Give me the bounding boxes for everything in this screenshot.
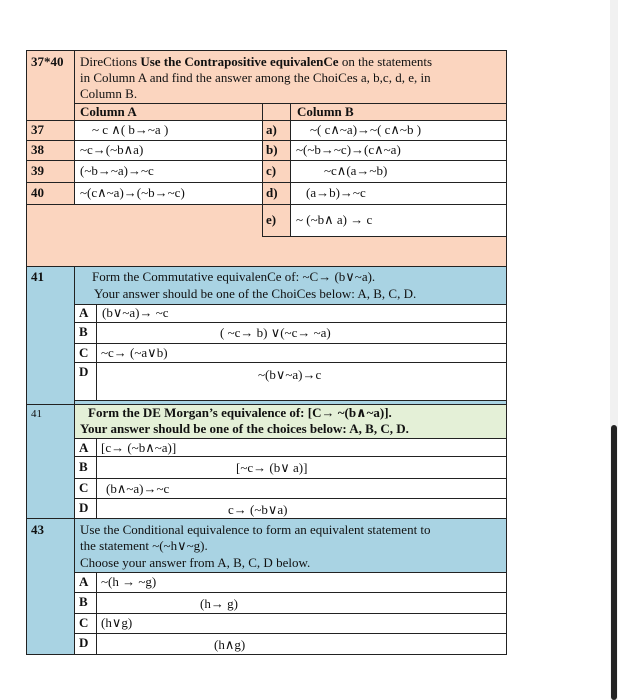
- vertical-scrollbar[interactable]: [610, 0, 618, 700]
- column-a-header: Column A: [80, 104, 137, 119]
- column-b-letter: a): [266, 122, 277, 137]
- option-text: ~(h → ~g): [101, 574, 157, 589]
- option-label: D: [79, 500, 89, 515]
- scrollbar-thumb[interactable]: [611, 425, 617, 700]
- option-label: D: [79, 364, 89, 379]
- option-label: C: [79, 345, 89, 360]
- option-text: ( ~c→ b) ∨(~c→ ~a): [220, 325, 331, 340]
- s1-directions-line1: [80, 54, 432, 70]
- column-a-statement: ~c→(~b∧a): [80, 142, 144, 157]
- row-number: 40: [31, 185, 44, 200]
- column-a-statement: ~ c ∧( b→~a ): [92, 122, 169, 137]
- column-b-header: Column B: [297, 104, 354, 119]
- option-label: C: [79, 615, 89, 630]
- column-b-letter: b): [266, 142, 278, 157]
- column-b-letter: c): [266, 163, 277, 178]
- option-label: C: [79, 480, 89, 495]
- question-number: 41: [31, 269, 44, 284]
- column-b-letter: e): [266, 212, 277, 227]
- s4-question-line3: Choose your answer from A, B, C, D below.: [80, 555, 311, 570]
- s1-directions-prefix: DireCtions: [80, 54, 141, 69]
- option-label: B: [79, 594, 88, 609]
- s3-question-line1: Form the DE Morgan’s equivalence of: [C→ ~(b∧~a)].: [88, 405, 392, 420]
- s4-question-line2: the statement ~(~h∨~g).: [80, 538, 208, 553]
- s2-question-line2: Your answer should be one of the ChoiCes below: A, B, C, D.: [94, 286, 417, 301]
- row-number: 38: [31, 142, 44, 157]
- option-label: B: [79, 324, 88, 339]
- column-a-statement: ~(c∧~a)→(~b→~c): [80, 185, 185, 200]
- column-b-choice: ~c∧(a→~b): [324, 163, 388, 178]
- option-text: [c→ (~b∧~a)]: [101, 440, 177, 455]
- question-number: 41: [31, 408, 42, 420]
- row-number: 37: [31, 122, 44, 137]
- row-number: 39: [31, 163, 44, 178]
- option-text: c→ (~b∨a): [228, 502, 288, 517]
- column-a-statement: (~b→~a)→~c: [80, 163, 154, 178]
- option-label: D: [79, 635, 89, 650]
- s4-question-line1: Use the Conditional equivalence to form an equivalent statement to: [80, 522, 431, 537]
- s1-e-gap-bg: [290, 236, 506, 266]
- column-b-choice: (a→b)→~c: [306, 185, 366, 200]
- s1-directions-bold: Use the Contrapositive equivalenCe: [140, 54, 339, 69]
- option-text: (b∧~a)→~c: [106, 481, 170, 496]
- column-b-choice: ~ (~b∧ a) → c: [296, 212, 373, 227]
- s1-directions-rest: on the statements: [338, 54, 433, 69]
- option-text: ~(b∨~a)→c: [258, 367, 322, 382]
- column-b-choice: ~( c∧~a)→~( c∧~b ): [310, 122, 422, 137]
- option-text: ~c→ (~a∨b): [101, 345, 168, 360]
- column-b-choice: ~(~b→~c)→(c∧~a): [296, 142, 401, 157]
- option-text: (b∨~a)→ ~c: [102, 305, 169, 320]
- option-label: A: [79, 305, 89, 320]
- option-text: (h∨g): [101, 615, 133, 630]
- s1-directions-line3: Column B.: [80, 86, 138, 101]
- option-text: [~c→ (b∨ a)]: [236, 460, 308, 475]
- option-text: (h→ g): [200, 596, 238, 611]
- s2-question-line1: Form the Commutative equivalenCe of: ~C→ (b∨~a).: [92, 269, 376, 284]
- s3-question-line2: Your answer should be one of the choices below: A, B, C, D.: [80, 421, 409, 436]
- s1-range: 37*40: [31, 54, 64, 69]
- option-label: A: [79, 574, 89, 589]
- option-label: A: [79, 440, 89, 455]
- option-label: B: [79, 459, 88, 474]
- option-text: (h∧g): [214, 637, 246, 652]
- s1-directions-line2: in Column A and find the answer among the ChoiCes a, b,c, d, e, in: [80, 70, 431, 85]
- s1-bottom-bg: [26, 204, 290, 266]
- column-b-letter: d): [266, 185, 278, 200]
- question-number: 43: [31, 522, 44, 537]
